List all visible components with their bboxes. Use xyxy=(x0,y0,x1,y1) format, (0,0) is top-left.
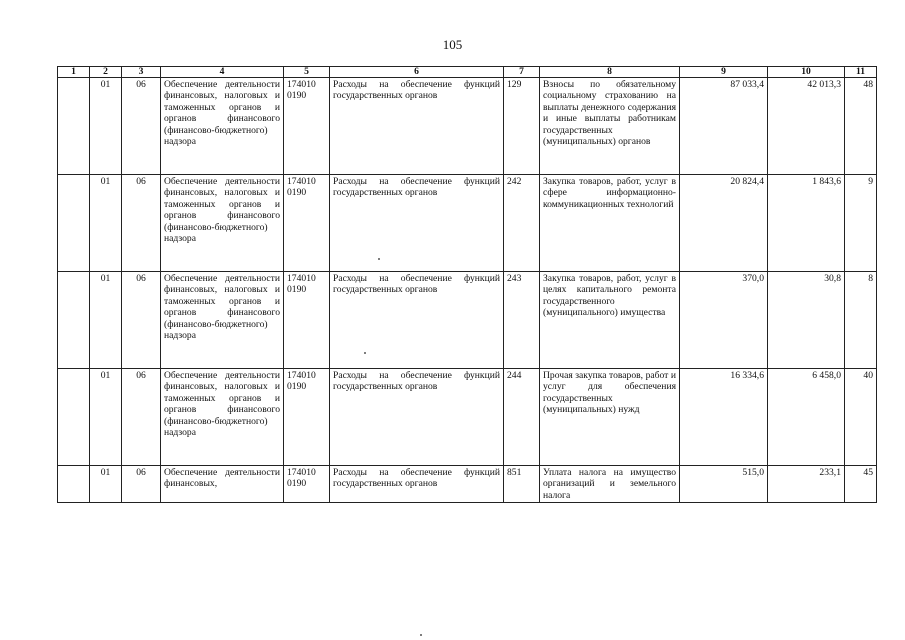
cell-subsection: 06 xyxy=(122,466,161,503)
cell-subsection: 06 xyxy=(122,272,161,369)
col-header-7: 7 xyxy=(504,67,540,78)
cell-subsection: 06 xyxy=(122,78,161,175)
page-number: 105 xyxy=(442,37,463,52)
cell-purpose: Обеспечение деятельности финансовых, налоговых и таможенных органов и органов финансового (финансово-бюджетного) надзора xyxy=(161,369,284,466)
table-row xyxy=(58,466,877,503)
col-header-3: 3 xyxy=(122,67,161,78)
cell-purpose: Обеспечение деятельности финансовых, xyxy=(161,466,284,503)
cell-section: 01 xyxy=(90,78,122,175)
header-row xyxy=(58,67,877,78)
cell-target-name: Расходы на обеспечение функций государственных органов xyxy=(330,272,504,369)
cell-amount-actual: 30,8 xyxy=(768,272,845,369)
cell-amount-actual: 233,1 xyxy=(768,466,845,503)
cell-amount-plan: 16 334,6 xyxy=(680,369,768,466)
cell-target-name: Расходы на обеспечение функций государственных органов xyxy=(330,466,504,503)
table-row xyxy=(58,369,877,466)
cell-section: 01 xyxy=(90,272,122,369)
cell-target-code: 174010 0190 xyxy=(284,369,330,466)
cell-expense-code: 244 xyxy=(504,369,540,466)
cell-expense-name: Прочая закупка товаров, работ и услуг для обеспечения государственных (муниципальных) нужд xyxy=(540,369,680,466)
cell-purpose: Обеспечение деятельности финансовых, налоговых и таможенных органов и органов финансового (финансово-бюджетного) надзора xyxy=(161,175,284,272)
cell-percent: 48 xyxy=(845,78,877,175)
col-header-4: 4 xyxy=(161,67,284,78)
scan-speck xyxy=(378,258,380,260)
cell-percent: 9 xyxy=(845,175,877,272)
cell-index xyxy=(58,369,90,466)
table-row xyxy=(58,272,877,369)
cell-purpose: Обеспечение деятельности финансовых, налоговых и таможенных органов и органов финансового (финансово-бюджетного) надзора xyxy=(161,272,284,369)
scan-speck xyxy=(420,634,422,636)
cell-index xyxy=(58,272,90,369)
col-header-11: 11 xyxy=(845,67,877,78)
col-header-10: 10 xyxy=(768,67,845,78)
table-row xyxy=(58,78,877,175)
cell-purpose: Обеспечение деятельности финансовых, налоговых и таможенных органов и органов финансового (финансово-бюджетного) надзора xyxy=(161,78,284,175)
cell-index xyxy=(58,78,90,175)
cell-target-code: 174010 0190 xyxy=(284,175,330,272)
cell-section: 01 xyxy=(90,466,122,503)
col-header-6: 6 xyxy=(330,67,504,78)
cell-expense-code: 129 xyxy=(504,78,540,175)
cell-target-name: Расходы на обеспечение функций государственных органов xyxy=(330,369,504,466)
cell-section: 01 xyxy=(90,369,122,466)
cell-target-code: 174010 0190 xyxy=(284,272,330,369)
cell-amount-actual: 1 843,6 xyxy=(768,175,845,272)
table-row xyxy=(58,175,877,272)
col-header-2: 2 xyxy=(90,67,122,78)
cell-section: 01 xyxy=(90,175,122,272)
cell-target-code: 174010 0190 xyxy=(284,78,330,175)
cell-percent: 8 xyxy=(845,272,877,369)
cell-target-name: Расходы на обеспечение функций государственных органов xyxy=(330,78,504,175)
cell-index xyxy=(58,175,90,272)
cell-expense-name: Закупка товаров, работ, услуг в сфере информационно-коммуникационных технологий xyxy=(540,175,680,272)
cell-amount-plan: 87 033,4 xyxy=(680,78,768,175)
cell-amount-plan: 20 824,4 xyxy=(680,175,768,272)
cell-subsection: 06 xyxy=(122,175,161,272)
cell-subsection: 06 xyxy=(122,369,161,466)
col-header-8: 8 xyxy=(540,67,680,78)
cell-amount-actual: 42 013,3 xyxy=(768,78,845,175)
cell-expense-name: Взносы по обязательному социальному страхованию на выплаты денежного содержания и иные выплаты работникам государственных (муниципальных) органов xyxy=(540,78,680,175)
cell-index xyxy=(58,466,90,503)
cell-expense-name: Закупка товаров, работ, услуг в целях капитального ремонта государственного (муниципального) имущества xyxy=(540,272,680,369)
cell-amount-plan: 370,0 xyxy=(680,272,768,369)
cell-target-code: 174010 0190 xyxy=(284,466,330,503)
col-header-5: 5 xyxy=(284,67,330,78)
cell-expense-code: 242 xyxy=(504,175,540,272)
col-header-1: 1 xyxy=(58,67,90,78)
cell-expense-code: 243 xyxy=(504,272,540,369)
cell-amount-actual: 6 458,0 xyxy=(768,369,845,466)
cell-expense-code: 851 xyxy=(504,466,540,503)
budget-table xyxy=(57,66,877,503)
col-header-9: 9 xyxy=(680,67,768,78)
scan-speck xyxy=(364,352,366,354)
cell-amount-plan: 515,0 xyxy=(680,466,768,503)
cell-percent: 40 xyxy=(845,369,877,466)
cell-expense-name: Уплата налога на имущество организаций и земельного налога xyxy=(540,466,680,503)
cell-target-name: Расходы на обеспечение функций государственных органов xyxy=(330,175,504,272)
cell-percent: 45 xyxy=(845,466,877,503)
